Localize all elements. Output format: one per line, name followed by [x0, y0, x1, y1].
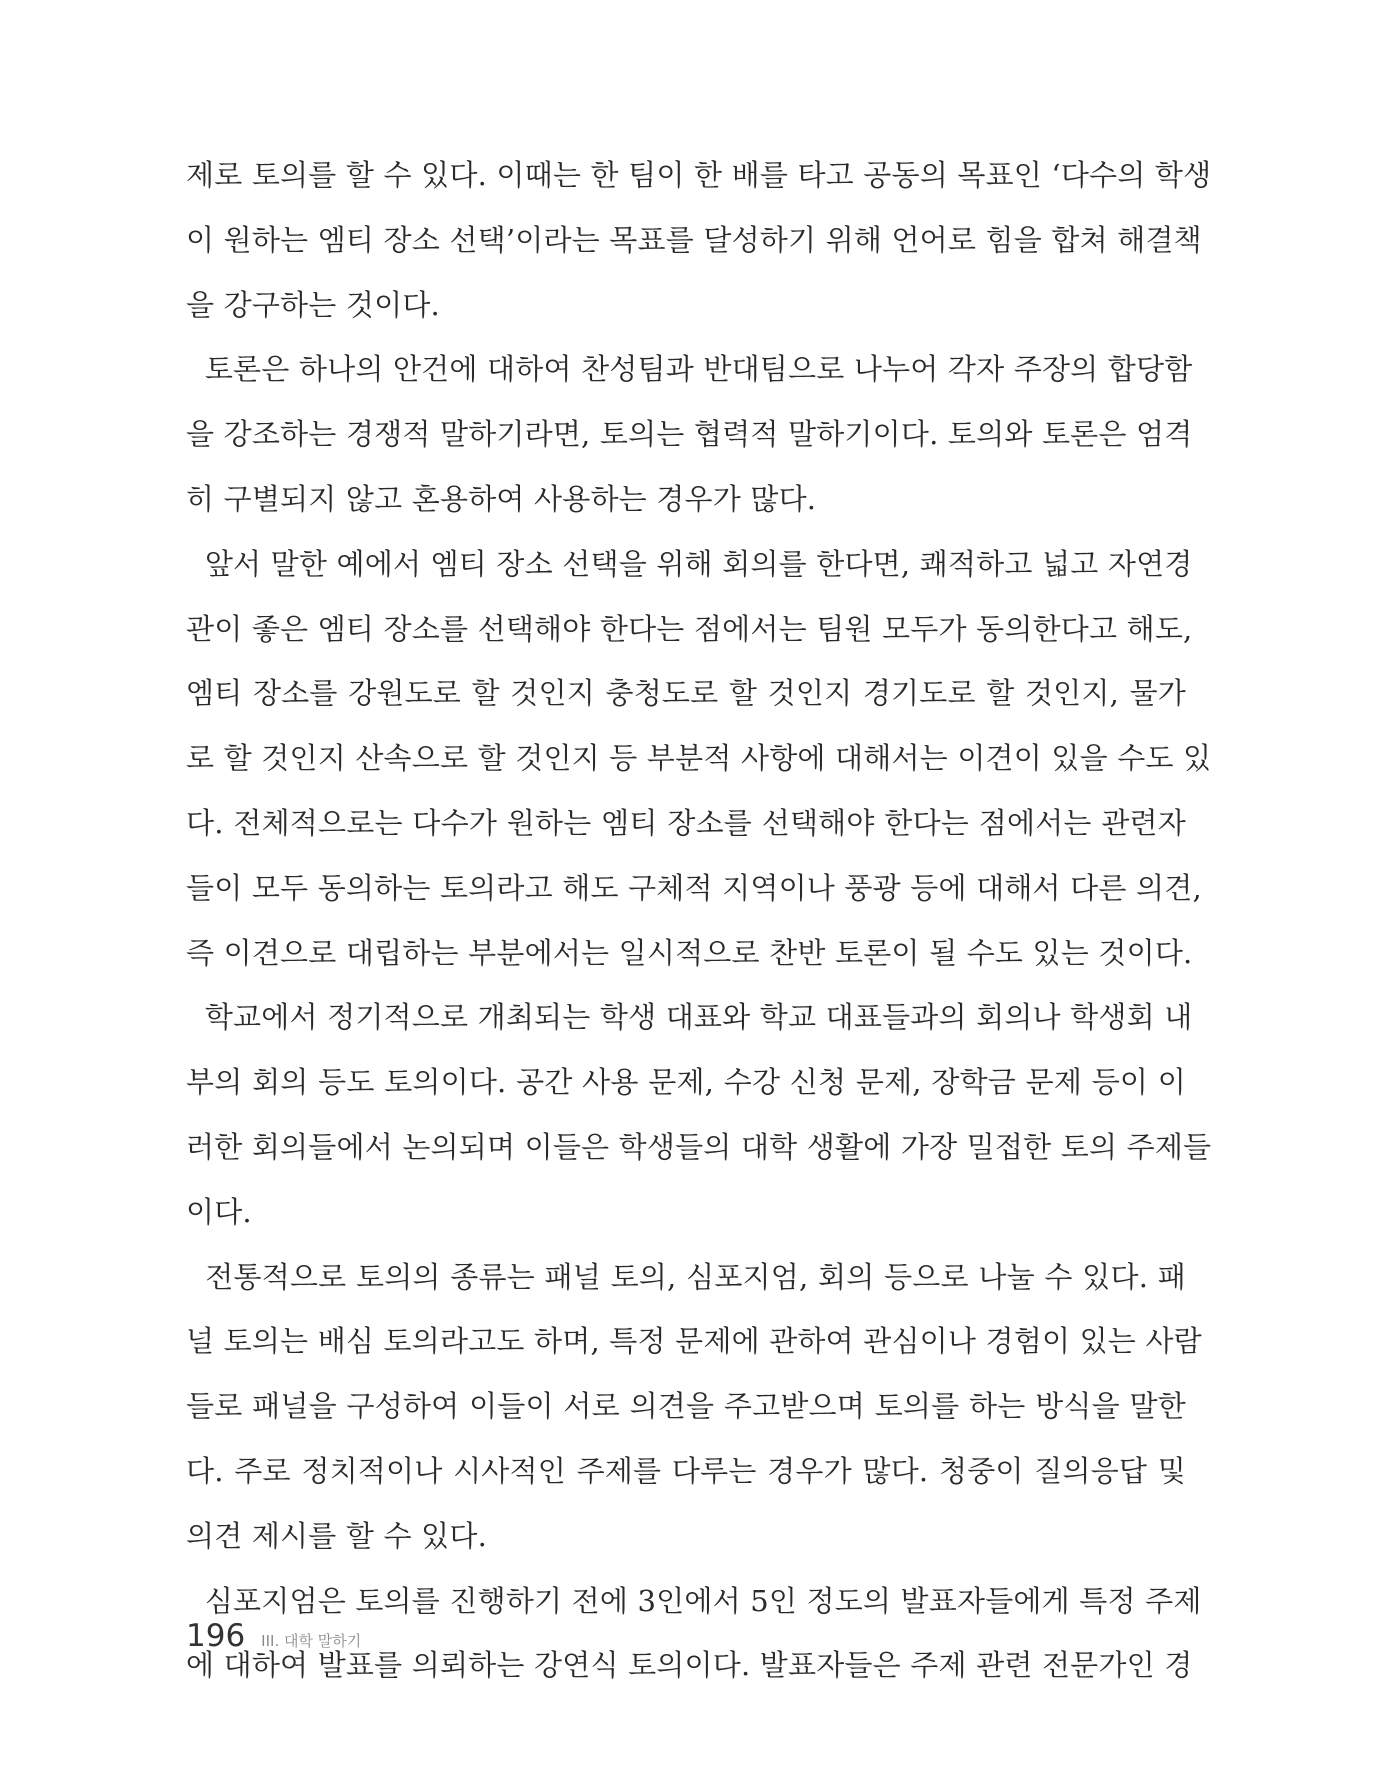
- text-line: 관이 좋은 엠티 장소를 선택해야 한다는 점에서는 팀원 모두가 동의한다고 해도,: [186, 611, 1193, 646]
- text-line: 엠티 장소를 강원도로 할 것인지 충청도로 할 것인지 경기도로 할 것인지, 물가: [186, 676, 1186, 711]
- text-line: 앞서 말한 예에서 엠티 장소 선택을 위해 회의를 한다면, 쾌적하고 넓고 자연경: [186, 546, 1193, 581]
- text-line: 들이 모두 동의하는 토의라고 해도 구체적 지역이나 풍광 등에 대해서 다른 의견,: [186, 870, 1202, 905]
- text-line: 즉 이견으로 대립하는 부분에서는 일시적으로 찬반 토론이 될 수도 있는 것이다.: [186, 935, 1193, 970]
- text-line: 부의 회의 등도 토의이다. 공간 사용 문제, 수강 신청 문제, 장학금 문제 등이 이: [186, 1065, 1186, 1100]
- text-line: 심포지엄은 토의를 진행하기 전에 3인에서 5인 정도의 발표자들에게 특정 주제: [186, 1583, 1202, 1618]
- text-line: 이 원하는 엠티 장소 선택’이라는 목표를 달성하기 위해 언어로 힘을 합쳐 해결책: [186, 222, 1202, 257]
- page-number: 196: [186, 1618, 246, 1654]
- text-line: 히 구별되지 않고 혼용하여 사용하는 경우가 많다.: [186, 481, 817, 516]
- text-line: 러한 회의들에서 논의되며 이들은 학생들의 대학 생활에 가장 밀접한 토의 주제들: [186, 1129, 1212, 1164]
- text-line: 널 토의는 배심 토의라고도 하며, 특정 문제에 관하여 관심이나 경험이 있는 사람: [186, 1324, 1202, 1359]
- text-line: 에 대하여 발표를 의뢰하는 강연식 토의이다. 발표자들은 주제 관련 전문가인 경: [186, 1648, 1193, 1683]
- text-line: 전통적으로 토의의 종류는 패널 토의, 심포지엄, 회의 등으로 나눌 수 있다. 패: [186, 1259, 1186, 1294]
- text-line: 을 강구하는 것이다.: [186, 287, 440, 322]
- text-line: 토론은 하나의 안건에 대하여 찬성팀과 반대팀으로 나누어 각자 주장의 합당함: [186, 352, 1193, 387]
- text-line: 의견 제시를 할 수 있다.: [186, 1518, 488, 1553]
- text-line: 다. 전체적으로는 다수가 원하는 엠티 장소를 선택해야 한다는 점에서는 관련자: [186, 805, 1186, 840]
- text-line: 다. 주로 정치적이나 시사적인 주제를 다루는 경우가 많다. 청중이 질의응답 및: [186, 1453, 1186, 1488]
- text-line: 들로 패널을 구성하여 이들이 서로 의견을 주고받으며 토의를 하는 방식을 말한: [186, 1389, 1186, 1424]
- text-line: 로 할 것인지 산속으로 할 것인지 등 부분적 사항에 대해서는 이견이 있을 수도 있: [186, 741, 1212, 776]
- body-text: [186, 143, 1212, 1698]
- text-line: 제로 토의를 할 수 있다. 이때는 한 팀이 한 배를 타고 공동의 목표인 ‘다수의 학생: [186, 158, 1212, 192]
- text-line: 을 강조하는 경쟁적 말하기라면, 토의는 협력적 말하기이다. 토의와 토론은 엄격: [186, 417, 1193, 452]
- text-line: 이다.: [186, 1194, 252, 1229]
- text-line: 학교에서 정기적으로 개최되는 학생 대표와 학교 대표들과의 회의나 학생회 내: [186, 1000, 1193, 1035]
- running-head: III. 대학 말하기: [261, 1632, 362, 1650]
- page-footer: [186, 1618, 361, 1658]
